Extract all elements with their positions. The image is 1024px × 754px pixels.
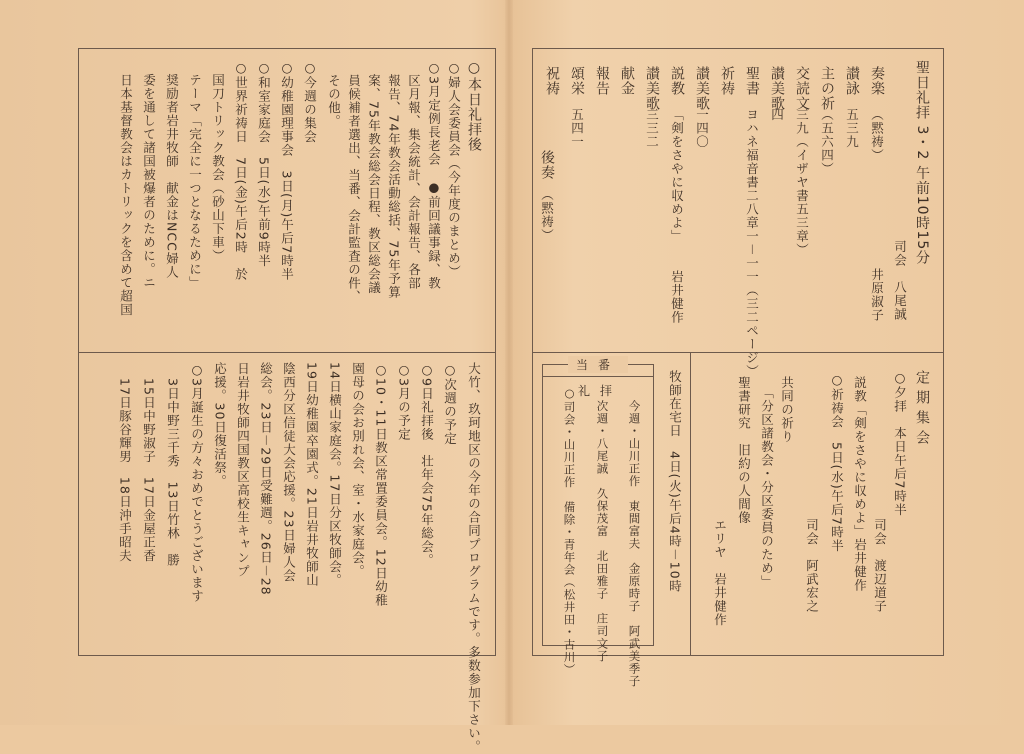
service-item-2: 讃詠 (844, 66, 860, 96)
regular-meeting-line-5: 司会 阿武宏之 (804, 505, 820, 613)
announce-line-4: 報告、74年教会活動総括、75年予算 (386, 74, 402, 299)
service-detail-10: 三三二 (644, 108, 660, 149)
service-detail-8: 一四〇 (694, 108, 710, 149)
service-item-3: 主の祈 (819, 66, 835, 111)
regular-meeting-line-9: エリヤ 岩井健作 (712, 505, 728, 627)
next-line-10: 日岩井牧師四国教区高校生キャンプ (235, 362, 251, 578)
next-line-6: 14日横山家庭会。17日分区牧師会。 (327, 362, 343, 587)
next-line-7: 19日幼稚園卒園式。21日岩井牧師山 (304, 362, 320, 587)
service-item-5: 讃美歌 (769, 66, 785, 111)
announce-line-15: 委を通して諸国被爆者のために。ニ (141, 60, 157, 290)
service-title: 聖日礼拝 3・2 午前10時15分 (914, 60, 930, 266)
regular-meeting-line-3: 説教「剣をさやに収めよ」岩井健作 (852, 376, 868, 592)
service-item-1: 奏楽 (869, 66, 885, 96)
next-line-14: 15日中野淑子 17日金屋正香 (141, 378, 157, 563)
announce-line-13: テーマ「完全に一つとなるために」 (187, 60, 203, 290)
next-line-5: 園母の会お別れ会、室・水家庭会。 (350, 362, 366, 578)
service-item-14: 祝祷 (544, 66, 560, 96)
service-item-9: 説教 (669, 66, 685, 96)
service-detail-1: （黙祷） (869, 108, 885, 162)
right-lower-divider (690, 352, 691, 656)
service-person-1: 井原淑子 (869, 268, 885, 322)
next-line-12: ○3月誕生の方々おめでとうございます (189, 362, 205, 603)
service-detail-4: 三九（イザヤ書五三章） (794, 108, 810, 257)
service-item-8: 讃美歌 (694, 66, 710, 111)
worship-heading: 礼拝 (578, 384, 623, 398)
service-detail-9: 「剣をさやに収めよ」 (669, 108, 685, 243)
service-presider: 司会 八尾誠 (892, 240, 908, 321)
regular-meetings-title: 定期集会 (914, 370, 930, 450)
next-line-2: ○9日礼拝後 壮年会75年総会。 (419, 362, 435, 567)
regular-meeting-line-8: 聖書研究 旧約の人間像 (736, 376, 752, 525)
announce-line-3: 区月報、集会統計、会計報告、各部 (406, 74, 422, 290)
service-item-4: 交読文 (794, 66, 810, 111)
right-bottom-rule (532, 655, 944, 656)
right-left-rule (532, 48, 533, 656)
announce-line-9: ○幼稚園理事会 3日(月)午后7時半 (279, 60, 295, 282)
service-detail-6: ヨハネ福音書二八章一－一一（三二ページ） (744, 108, 760, 379)
regular-meeting-line-1: ○夕拝 本日午后7時半 (892, 370, 908, 517)
service-item-10: 讃美歌 (644, 66, 660, 111)
service-item-11: 献金 (619, 66, 635, 96)
service-item-6: 聖書 (744, 66, 760, 96)
service-detail-2: 五三九 (844, 108, 860, 149)
left-mid-rule (78, 352, 496, 353)
announce-line-10: ○和室家庭会 5日(水)午前9時半 (256, 60, 272, 268)
regular-meeting-line-7: 「分区諸教会・分区委員のため」 (759, 386, 775, 589)
pastor-at-home: 牧師在宅日 4日(火)午后4時－10時 (667, 370, 683, 594)
duty-next-week: 次週・八尾誠 久保茂富 北田雅子 庄司文子 (595, 400, 610, 663)
right-mid-rule (532, 352, 944, 353)
next-line-3: ○3月の予定 (396, 362, 412, 441)
service-detail-3: （五六四） (819, 108, 835, 176)
service-person-9: 岩井健作 (669, 270, 685, 324)
duty-others: ○司会・山川正作 備除・青年会（松井田・古川） (562, 386, 577, 676)
announce-line-12: 国刀トリック教会（砂山下車） (210, 60, 226, 263)
announce-line-7: その他。 (326, 74, 342, 128)
duty-heading: 当番 (568, 356, 628, 373)
center-fold (505, 0, 513, 725)
announce-line-16: 日本基督教会はカトリックを含めて超国 (118, 60, 134, 317)
service-item-13: 頌栄 (569, 66, 585, 96)
announce-line-1: ○婦人会委員会（今年度のまとめ） (446, 60, 462, 279)
regular-meeting-line-4: ○祈祷会 5日(水)午后7時半 (829, 372, 845, 553)
announce-line-2: ○3月定例長老会 ●前回議事録、教 (426, 60, 442, 290)
announce-line-8: ○今週の集会 (302, 60, 318, 144)
left-left-rule (78, 48, 79, 656)
next-line-13: 3日中野三千秀 13日竹林 勝 (165, 378, 181, 567)
announce-line-11: ○世界祈祷日 7日(金)午后2時 於 (233, 60, 249, 282)
service-detail-5: 四 (769, 108, 785, 122)
next-line-15: 17日豚谷輝男 18日沖手昭夫 (117, 378, 133, 563)
right-right-rule (943, 48, 944, 656)
next-line-9: 総会。23日－29日受難週。26日－28 (258, 362, 274, 596)
service-detail-15: （黙祷） (539, 188, 555, 242)
regular-meeting-line-2: 司会 渡辺道子 (872, 505, 888, 613)
left-bottom-rule (78, 655, 496, 656)
next-line-1: ○次週の予定 (442, 362, 458, 446)
service-detail-13: 五四一 (569, 108, 585, 149)
service-item-12: 報告 (594, 66, 610, 96)
duty-heading-rule (542, 376, 653, 377)
announce-header: ○本日礼拝後 (466, 60, 482, 152)
next-line-11: 応援。30日復活祭。 (212, 362, 228, 488)
right-top-rule (532, 48, 944, 49)
regular-meeting-line-6: 共同の祈り (779, 376, 795, 444)
announce-line-14: 奨励者岩井牧師 献金はNCC婦人 (164, 60, 180, 279)
service-item-15: 後奏 (539, 150, 555, 180)
announce-line-6: 員候補者選出、当番、会計監査の件、 (346, 74, 362, 304)
next-line-4: ○10・11日教区常置委員会。12日幼稚 (373, 362, 389, 608)
left-top-rule (78, 48, 496, 49)
duty-this-week: 今週・山川正作 東間富夫 金原時子 阿武美季子 (627, 400, 642, 688)
left-right-rule (495, 48, 496, 656)
service-item-7: 祈祷 (719, 66, 735, 96)
next-week-extra: 大竹、玖珂地区の今年の合同プログラムです。多数参加下さい。 (466, 362, 482, 754)
next-line-8: 陰西分区信徒大会応援。23日婦人会 (281, 362, 297, 583)
announce-line-5: 案、75年教会総会日程、教区総会議 (366, 74, 382, 295)
